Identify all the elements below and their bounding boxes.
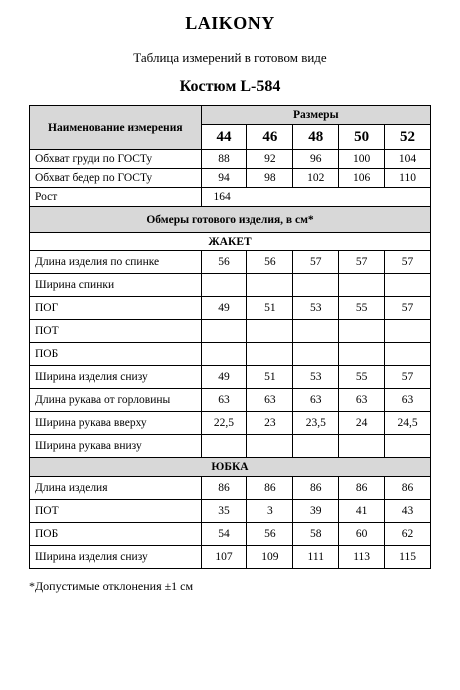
section-row	[30, 207, 431, 233]
row-name: ПОТ	[30, 320, 202, 343]
document-subtitle: Таблица измерений в готовом виде	[133, 50, 327, 65]
table-cell: 24,5	[385, 412, 431, 435]
table-cell	[293, 320, 339, 343]
table-row	[30, 150, 431, 169]
table-row	[30, 435, 431, 458]
skirt-title-row	[30, 458, 431, 477]
table-row	[30, 523, 431, 546]
table-cell: 94	[201, 169, 247, 188]
table-row	[30, 320, 431, 343]
table-row	[30, 500, 431, 523]
table-cell: 86	[201, 477, 247, 500]
table-cell: 62	[385, 523, 431, 546]
size-header-cell: 48	[293, 125, 339, 150]
row-name: Рост	[30, 188, 202, 207]
table-cell: 23,5	[293, 412, 339, 435]
section-title: Обмеры готового изделия, в см*	[30, 207, 431, 233]
table-cell: 58	[293, 523, 339, 546]
table-cell	[339, 274, 385, 297]
table-cell: 22,5	[201, 412, 247, 435]
row-name: Ширина изделия снизу	[30, 366, 202, 389]
table-cell	[201, 435, 247, 458]
table-row	[30, 343, 431, 366]
size-header-cell: 50	[339, 125, 385, 150]
table-cell	[247, 435, 293, 458]
measurement-name-header: Наименование измерения	[30, 106, 202, 150]
size-header-cell: 44	[201, 125, 247, 150]
table-cell: 49	[201, 297, 247, 320]
table-cell: 113	[339, 546, 385, 569]
table-cell: 100	[339, 150, 385, 169]
table-cell: 63	[201, 389, 247, 412]
table-row	[30, 389, 431, 412]
table-cell: 63	[385, 389, 431, 412]
skirt-title: ЮБКА	[30, 458, 431, 477]
row-name: Ширина спинки	[30, 274, 202, 297]
row-name: ПОБ	[30, 343, 202, 366]
table-cell: 86	[247, 477, 293, 500]
row-name: Длина изделия по спинке	[30, 251, 202, 274]
table-cell: 51	[247, 366, 293, 389]
model-title: Костюм L-584	[179, 78, 281, 95]
table-cell: 92	[247, 150, 293, 169]
table-row	[30, 366, 431, 389]
table-cell	[385, 320, 431, 343]
table-cell	[385, 343, 431, 366]
table-cell: 57	[293, 251, 339, 274]
table-cell: 107	[201, 546, 247, 569]
row-name: Ширина изделия снизу	[30, 546, 202, 569]
table-cell	[201, 320, 247, 343]
table-cell: 49	[201, 366, 247, 389]
table-cell: 53	[293, 366, 339, 389]
table-cell	[385, 274, 431, 297]
brand-title: LAIKONY	[185, 13, 275, 33]
table-cell: 63	[247, 389, 293, 412]
table-cell: 110	[385, 169, 431, 188]
table-cell	[293, 343, 339, 366]
table-cell: 104	[385, 150, 431, 169]
table-cell: 86	[385, 477, 431, 500]
table-cell: 98	[247, 169, 293, 188]
table-cell	[293, 274, 339, 297]
table-row	[30, 169, 431, 188]
table-cell	[247, 274, 293, 297]
table-cell	[385, 435, 431, 458]
row-name: Обхват бедер по ГОСТу	[30, 169, 202, 188]
row-name: Обхват груди по ГОСТу	[30, 150, 202, 169]
table-cell	[339, 320, 385, 343]
table-cell: 55	[339, 366, 385, 389]
table-cell: 3	[247, 500, 293, 523]
size-header-cell: 52	[385, 125, 431, 150]
table-cell: 56	[201, 251, 247, 274]
footnote: *Допустимые отклонения ±1 см	[29, 579, 194, 593]
table-cell: 102	[293, 169, 339, 188]
table-cell: 54	[201, 523, 247, 546]
measurement-table	[29, 105, 431, 569]
table-cell: 109	[247, 546, 293, 569]
height-value: 164	[201, 188, 430, 207]
row-name: ПОБ	[30, 523, 202, 546]
table-cell: 56	[247, 251, 293, 274]
table-cell: 51	[247, 297, 293, 320]
table-cell: 35	[201, 500, 247, 523]
table-cell: 96	[293, 150, 339, 169]
table-cell	[339, 343, 385, 366]
table-cell: 115	[385, 546, 431, 569]
table-cell	[201, 343, 247, 366]
table-cell: 63	[293, 389, 339, 412]
table-cell: 60	[339, 523, 385, 546]
size-header-cell: 46	[247, 125, 293, 150]
table-cell: 86	[339, 477, 385, 500]
row-name: Ширина рукава вверху	[30, 412, 202, 435]
sizes-header: Размеры	[201, 106, 430, 125]
table-cell	[247, 343, 293, 366]
row-name: Длина изделия	[30, 477, 202, 500]
table-row	[30, 477, 431, 500]
table-row	[30, 546, 431, 569]
table-cell: 57	[385, 251, 431, 274]
table-header-row	[30, 106, 431, 125]
table-cell	[247, 320, 293, 343]
table-cell: 41	[339, 500, 385, 523]
table-cell: 111	[293, 546, 339, 569]
table-row	[30, 251, 431, 274]
table-cell: 53	[293, 297, 339, 320]
table-cell: 57	[339, 251, 385, 274]
table-cell: 106	[339, 169, 385, 188]
table-cell: 63	[339, 389, 385, 412]
table-cell	[339, 435, 385, 458]
table-cell: 43	[385, 500, 431, 523]
height-row	[30, 188, 431, 207]
table-cell	[293, 435, 339, 458]
table-cell: 57	[385, 366, 431, 389]
table-cell: 39	[293, 500, 339, 523]
row-name: ПОГ	[30, 297, 202, 320]
table-cell: 23	[247, 412, 293, 435]
table-cell: 57	[385, 297, 431, 320]
table-cell: 86	[293, 477, 339, 500]
table-row	[30, 297, 431, 320]
table-row	[30, 412, 431, 435]
table-cell: 24	[339, 412, 385, 435]
table-cell	[201, 274, 247, 297]
table-cell: 55	[339, 297, 385, 320]
jacket-title-row	[30, 233, 431, 251]
table-cell: 56	[247, 523, 293, 546]
jacket-title: ЖАКЕТ	[30, 233, 431, 251]
row-name: Длина рукава от горловины	[30, 389, 202, 412]
table-row	[30, 274, 431, 297]
row-name: Ширина рукава внизу	[30, 435, 202, 458]
row-name: ПОТ	[30, 500, 202, 523]
table-cell: 88	[201, 150, 247, 169]
